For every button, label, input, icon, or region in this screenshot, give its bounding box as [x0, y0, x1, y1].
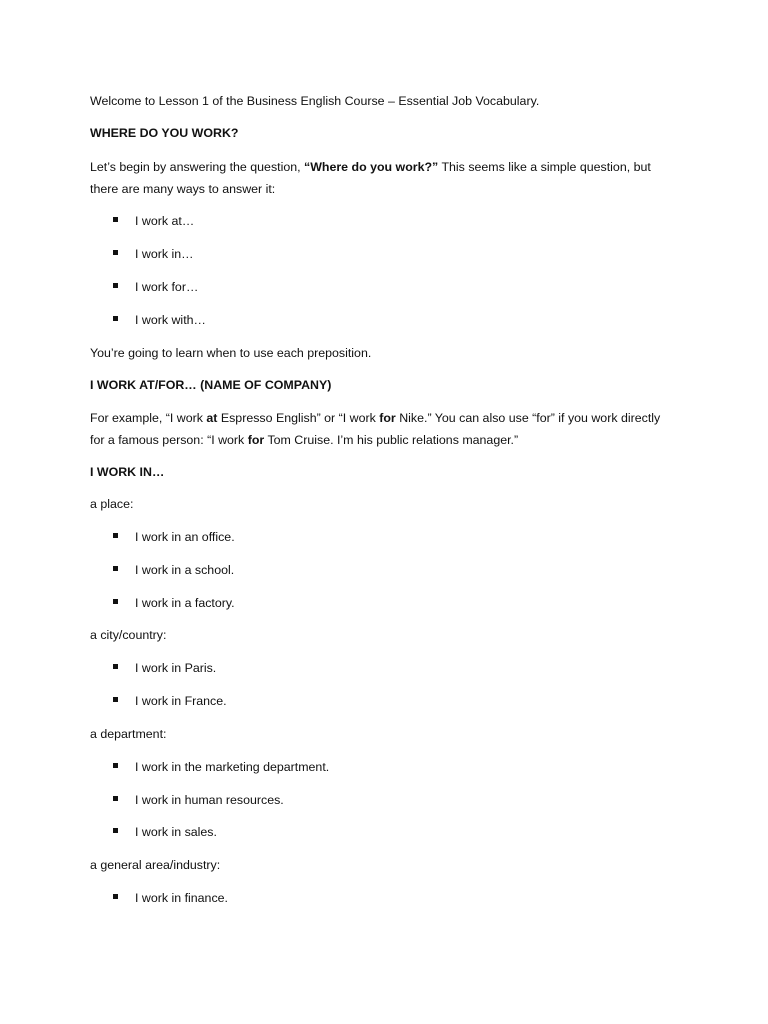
list-item: [113, 559, 234, 581]
list-item-text: I work in finance.: [135, 891, 228, 905]
paragraph-1-line-2: there are many ways to answer it:: [90, 182, 276, 196]
bullet-icon: [113, 796, 118, 801]
list-item-text: I work in an office.: [135, 530, 235, 544]
heading-work-at-for: I WORK AT/FOR… (NAME OF COMPANY): [90, 378, 332, 392]
subheading-department: a department:: [90, 727, 167, 741]
list-item-text: I work at…: [135, 214, 195, 228]
heading-work-in: I WORK IN…: [90, 465, 165, 479]
subheading-industry: a general area/industry:: [90, 858, 221, 872]
paragraph-3-text: Espresso English” or “I work: [217, 411, 380, 425]
paragraph-3-text: Nike.” You can also use “for” if you work directly: [395, 411, 661, 425]
list-item: [113, 887, 228, 909]
bullet-icon: [113, 283, 118, 288]
bullet-icon: [113, 316, 118, 321]
bullet-icon: [113, 250, 118, 255]
list-item: [113, 690, 227, 712]
subheading-city-country: a city/country:: [90, 628, 167, 642]
list-item-text: I work for…: [135, 280, 199, 294]
bullet-icon: [113, 566, 118, 571]
list-item-text: I work in a factory.: [135, 596, 235, 610]
list-item: [113, 309, 206, 331]
bullet-icon: [113, 894, 118, 899]
list-item-text: I work in the marketing department.: [135, 760, 330, 774]
list-item-text: I work in sales.: [135, 825, 217, 839]
paragraph-1-line-1: [90, 156, 708, 178]
bullet-icon: [113, 533, 118, 538]
list-item-text: I work in Paris.: [135, 661, 217, 675]
list-item-text: I work in human resources.: [135, 793, 284, 807]
paragraph-3-text: Tom Cruise. I’m his public relations manager.”: [264, 433, 519, 447]
paragraph-3-text: for a famous person: “I work: [90, 433, 248, 447]
bullet-icon: [113, 697, 118, 702]
list-item: [113, 821, 217, 843]
paragraph-3-line-2: [90, 429, 708, 451]
bullet-icon: [113, 217, 118, 222]
list-item: [113, 657, 216, 679]
bullet-icon: [113, 599, 118, 604]
paragraph-2: You’re going to learn when to use each preposition.: [90, 346, 372, 360]
paragraph-1-text-a: Let’s begin by answering the question,: [90, 160, 304, 174]
paragraph-1-question: “Where do you work?”: [304, 160, 439, 174]
list-item: [113, 756, 329, 778]
paragraph-3-emphasis: at: [206, 411, 218, 425]
list-item-text: I work in…: [135, 247, 194, 261]
list-item: [113, 592, 235, 614]
list-item: [113, 243, 194, 265]
list-item: [113, 526, 235, 548]
list-item-text: I work in a school.: [135, 563, 235, 577]
bullet-icon: [113, 828, 118, 833]
paragraph-3-line-1: [90, 407, 708, 429]
paragraph-1-text-c: This seems like a simple question, but: [438, 160, 651, 174]
list-item: [113, 210, 194, 232]
paragraph-3-emphasis: for: [247, 433, 265, 447]
heading-where-do-you-work: WHERE DO YOU WORK?: [90, 126, 239, 140]
subheading-place: a place:: [90, 497, 134, 511]
list-item: [113, 276, 198, 298]
list-item-text: I work with…: [135, 313, 206, 327]
list-item-text: I work in France.: [135, 694, 227, 708]
bullet-icon: [113, 763, 118, 768]
paragraph-3-emphasis: for: [379, 411, 396, 425]
intro-text: Welcome to Lesson 1 of the Business English Course – Essential Job Vocabulary.: [90, 94, 540, 108]
paragraph-3-text: For example, “I work: [90, 411, 207, 425]
list-item: [113, 789, 284, 811]
bullet-icon: [113, 664, 118, 669]
